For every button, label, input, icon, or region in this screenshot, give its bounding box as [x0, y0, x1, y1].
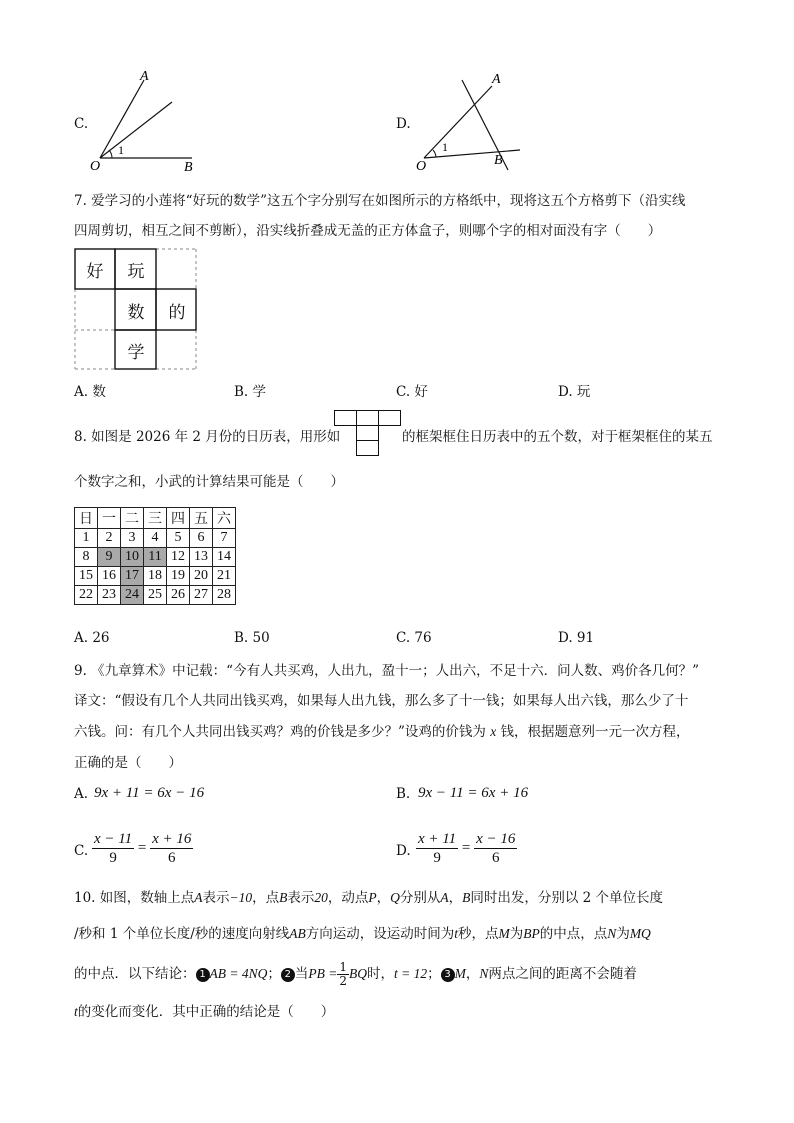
q8-option-d: D. 91 — [558, 630, 595, 646]
day-cell: 26 — [167, 586, 190, 605]
variable-x: x — [490, 724, 497, 739]
day-cell-highlighted: 11 — [144, 548, 167, 567]
text: 表示 — [202, 890, 230, 906]
calendar-row — [75, 529, 236, 548]
q10-line-4 — [74, 1003, 334, 1021]
text: 的变化而变化．其中正确的结论是（ ） — [77, 1004, 335, 1020]
value: −10 — [229, 890, 253, 905]
q9-option-d-label: D. — [396, 843, 411, 859]
point-n: N — [607, 926, 617, 941]
q7-option-a: A. 数 — [74, 384, 106, 400]
day-cell: 14 — [213, 548, 236, 567]
day-cell: 21 — [213, 567, 236, 586]
q9-option-b-label: B. — [396, 786, 411, 802]
day-cell-highlighted: 10 — [121, 548, 144, 567]
text: 时， — [366, 966, 394, 982]
weekday-header: 五 — [190, 508, 213, 529]
ray-ab: AB — [289, 926, 306, 941]
day-cell: 22 — [75, 586, 98, 605]
day-cell: 23 — [98, 586, 121, 605]
day-cell: 4 — [144, 529, 167, 548]
fraction-denominator: 2 — [339, 974, 347, 988]
fraction-numerator: x + 11 — [418, 831, 457, 847]
weekday-header: 三 — [144, 508, 167, 529]
q10-line-1 — [74, 889, 663, 907]
grid-char-xue: 学 — [127, 342, 145, 363]
circled-1-icon: 1 — [196, 968, 210, 982]
text: 为 — [616, 926, 630, 942]
day-cell: 19 — [167, 567, 190, 586]
weekday-header: 六 — [213, 508, 236, 529]
q7-option-c: C. 好 — [396, 384, 428, 400]
q9-line-1: 9. 《九章算术》中记载：“今有人共买鸡，人出九，盈十一；人出六，不足十六．问人数、鸡价各几何？” — [74, 663, 699, 679]
point-b: B — [279, 890, 288, 905]
text: 当 — [294, 966, 309, 982]
text: ， — [465, 966, 480, 982]
q9-line-4: 正确的是（ ） — [74, 755, 182, 771]
day-cell: 8 — [75, 548, 98, 567]
point-p: P — [368, 890, 377, 905]
q9-line-3-pre: 六钱。问：有几个人共同出钱买鸡？鸡的价钱是多少？”设鸡的价钱为 — [74, 724, 486, 740]
weekday-header: 日 — [75, 508, 98, 529]
text: 两点之间的距离不会随着 — [488, 966, 637, 982]
q9-option-d-equation — [416, 830, 517, 867]
segment-mq: MQ — [629, 926, 651, 941]
q9-line-3-post: 钱，根据题意列一元一次方程， — [500, 724, 690, 740]
day-cell-highlighted: 17 — [121, 567, 144, 586]
fraction-numerator: x − 11 — [94, 831, 133, 847]
q7-line-1: 7. 爱学习的小莲将“好玩的数学”这五个字分别写在如图所示的方格纸中，现将这五个方格剪下（沿实线 — [74, 193, 686, 209]
grid-char-shu: 数 — [127, 302, 145, 323]
point-o-label: O — [90, 159, 101, 174]
day-cell: 2 — [98, 529, 121, 548]
grid-char-de: 的 — [168, 302, 186, 323]
calendar-header-row — [75, 508, 236, 529]
point-a: A — [194, 890, 203, 905]
point-b: B — [462, 890, 471, 905]
circled-3-icon: 3 — [441, 968, 455, 982]
day-cell: 12 — [167, 548, 190, 567]
q8-option-a: A. 26 — [74, 630, 110, 646]
q9-option-c-equation — [92, 830, 193, 867]
calendar-row — [75, 548, 236, 567]
option-d-label: D. — [396, 116, 411, 132]
q8-option-b: B. 50 — [234, 630, 270, 646]
q10-line-3 — [74, 961, 637, 988]
angle-1-label: 1 — [442, 140, 448, 154]
value: 20 — [314, 890, 328, 905]
text: ，动点 — [327, 890, 369, 906]
fraction-denominator: 6 — [168, 850, 176, 866]
point-n: N — [479, 966, 489, 981]
q9-option-b-equation: 9x − 11 = 6x + 16 — [418, 785, 529, 801]
day-cell: 25 — [144, 586, 167, 605]
q8-line-2: 个数字之和，小武的计算结果可能是（ ） — [74, 474, 344, 490]
q10-line-2 — [74, 925, 651, 943]
day-cell: 13 — [190, 548, 213, 567]
day-cell: 15 — [75, 567, 98, 586]
day-cell: 7 — [213, 529, 236, 548]
point-a-label: A — [140, 69, 149, 84]
day-cell: 28 — [213, 586, 236, 605]
day-cell: 6 — [190, 529, 213, 548]
fraction-denominator: 9 — [433, 850, 441, 866]
february-calendar — [74, 507, 236, 605]
circled-2-icon: 2 — [281, 968, 295, 982]
grid-char-wan: 玩 — [127, 261, 145, 282]
segment-bq: BQ — [348, 966, 367, 981]
equals-sign: = — [137, 839, 147, 856]
day-cell: 1 — [75, 529, 98, 548]
equals-sign: = — [461, 839, 471, 856]
q7-option-b: B. 学 — [234, 384, 267, 400]
text: ，点 — [252, 890, 280, 906]
segment-bp: BP — [523, 926, 540, 941]
half-fraction — [337, 961, 349, 988]
text: 表示 — [287, 890, 315, 906]
calendar-row — [75, 586, 236, 605]
text: 为 — [509, 926, 524, 942]
fraction-numerator: x + 16 — [152, 831, 192, 847]
option-c-label: C. — [74, 116, 89, 132]
day-cell: 18 — [144, 567, 167, 586]
text: /秒和 1 个单位长度/秒的速度向射线 — [74, 926, 290, 942]
cube-net-grid — [74, 248, 198, 372]
day-cell: 5 — [167, 529, 190, 548]
text: ， — [376, 890, 391, 906]
point-a-label: A — [492, 72, 501, 87]
day-cell-highlighted: 24 — [121, 586, 144, 605]
q7-option-d: D. 玩 — [558, 384, 591, 400]
weekday-header: 一 — [98, 508, 121, 529]
text: 秒，点 — [458, 926, 499, 942]
day-cell: 16 — [98, 567, 121, 586]
fraction-denominator: 6 — [492, 850, 500, 866]
text: ； — [427, 966, 441, 982]
q9-option-a-equation: 9x + 11 = 6x − 16 — [94, 785, 205, 801]
day-cell-highlighted: 9 — [98, 548, 121, 567]
point-b-label: B — [494, 153, 503, 168]
fraction-numerator: x − 16 — [476, 831, 516, 847]
conclusion-2-value: t = 12 — [393, 966, 428, 981]
q9-option-c-label: C. — [74, 843, 89, 859]
angle-figure-c — [88, 66, 208, 176]
text: 的中点．以下结论： — [74, 966, 196, 982]
fraction-denominator: 9 — [109, 850, 117, 866]
point-m: M — [454, 966, 466, 981]
fraction-numerator: 1 — [339, 960, 347, 974]
t-shape-frame-icon — [334, 410, 402, 458]
text: 的中点，点 — [539, 926, 608, 942]
day-cell: 20 — [190, 567, 213, 586]
text: ； — [267, 966, 281, 982]
q8-line-1-pre: 8. 如图是 2026 年 2 月份的日历表，用形如 — [74, 429, 341, 445]
calendar-row — [75, 567, 236, 586]
point-b-label: B — [184, 160, 193, 175]
q9-line-3 — [74, 723, 690, 741]
q8-line-1-post: 的框架框住日历表中的五个数，对于框架框住的某五 — [402, 429, 713, 445]
q7-line-2: 四周剪切，相互之间不剪断），沿实线折叠成无盖的正方体盒子，则哪个字的相对面没有字（ ） — [74, 223, 662, 239]
text: 分别从 — [399, 890, 441, 906]
text: 同时出发，分别以 2 个单位长度 — [470, 890, 664, 906]
point-m: M — [498, 926, 510, 941]
text: 10. 如图，数轴上点 — [74, 890, 195, 906]
day-cell: 27 — [190, 586, 213, 605]
weekday-header: 二 — [121, 508, 144, 529]
weekday-header: 四 — [167, 508, 190, 529]
conclusion-2-lhs: PB = — [308, 966, 338, 981]
angle-figure-d — [412, 66, 532, 176]
point-q: Q — [390, 890, 400, 905]
text: 方向运动，设运动时间为 — [305, 926, 455, 942]
text: ， — [448, 890, 463, 906]
variable-t: t — [454, 926, 459, 941]
q8-option-c: C. 76 — [396, 630, 432, 646]
day-cell: 3 — [121, 529, 144, 548]
q9-line-2: 译文：“假设有几个人共同出钱买鸡，如果每人出九钱，那么多了十一钱；如果每人出六钱，那么少了十 — [74, 693, 689, 709]
q9-option-a-label: A. — [74, 786, 89, 802]
point-a: A — [440, 890, 449, 905]
point-o-label: O — [416, 159, 427, 174]
variable-t: t — [74, 1004, 78, 1019]
conclusion-1: AB = 4NQ — [209, 966, 268, 981]
angle-1-label: 1 — [118, 143, 124, 157]
grid-char-hao: 好 — [86, 261, 104, 282]
